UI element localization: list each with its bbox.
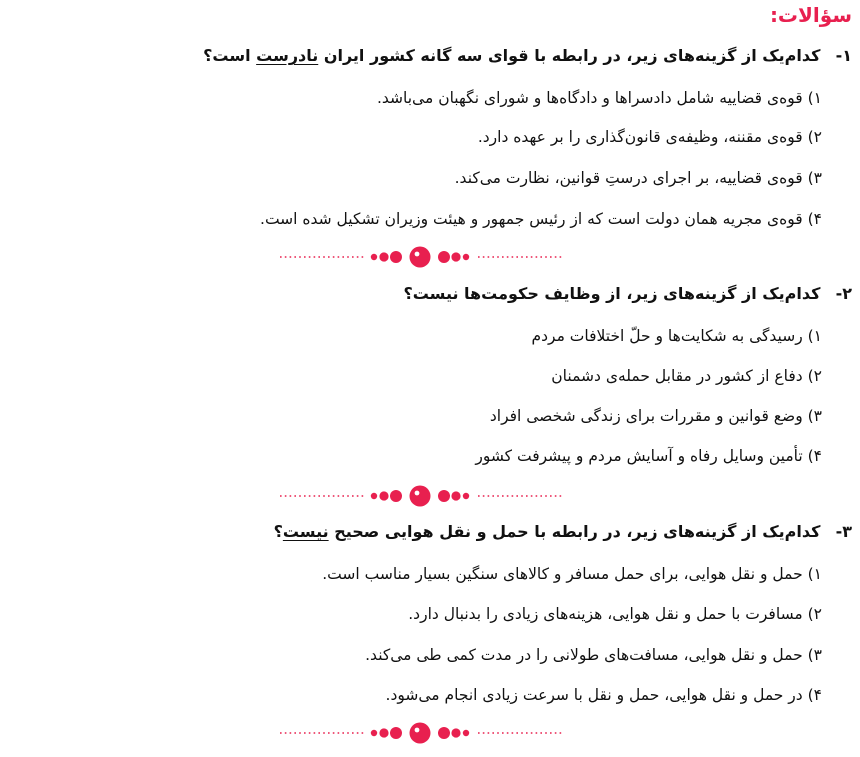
dotted-ornament-icon xyxy=(280,486,564,507)
divider-ornament-2 xyxy=(278,485,566,507)
divider-ornament-1 xyxy=(278,246,566,268)
q2-option-2[interactable]: ۲) دفاع از کشور در مقابل حمله‌ی دشمنان xyxy=(551,367,822,385)
section-heading: سؤالات: xyxy=(769,3,852,27)
question-text-end: ؟ xyxy=(273,522,283,541)
q3-option-1[interactable]: ۱) حمل و نقل هوایی، برای حمل مسافر و کالاهای سنگین بسیار مناسب است. xyxy=(322,565,822,583)
q1-option-2[interactable]: ۲) قوه‌ی مقننه، وظیفه‌ی قانون‌گذاری را بر عهده دارد. xyxy=(477,128,822,146)
question-text: کدام‌یک از گزینه‌های زیر، در رابطه با قوای سه گانه کشور ایران xyxy=(323,46,821,65)
question-2 xyxy=(403,282,852,306)
divider-ornament-3 xyxy=(278,722,566,744)
q2-option-1[interactable]: ۱) رسیدگی به شکایت‌ها و حلّ اختلافات مردم xyxy=(531,327,822,345)
question-number: ۱- xyxy=(835,46,852,65)
question-underlined-word: نادرست xyxy=(256,46,319,65)
dotted-ornament-icon xyxy=(280,247,564,268)
q1-option-4[interactable]: ۴) قوه‌ی مجریه همان دولت است که از رئیس جمهور و هیئت وزیران تشکیل شده است. xyxy=(260,210,822,228)
question-number: ۳- xyxy=(835,522,852,541)
question-text: کدام‌یک از گزینه‌های زیر، از وظایف حکومت‌ها نیست؟ xyxy=(403,284,821,303)
q3-option-3[interactable]: ۳) حمل و نقل هوایی، مسافت‌های طولانی را در مدت کمی طی می‌کند. xyxy=(365,646,822,664)
q1-option-3[interactable]: ۳) قوه‌ی قضاییه، بر اجرای درستِ قوانین، نظارت می‌کند. xyxy=(454,169,822,187)
q2-option-3[interactable]: ۳) وضع قوانین و مقررات برای زندگی شخصی افراد xyxy=(489,407,822,425)
q3-option-2[interactable]: ۲) مسافرت با حمل و نقل هوایی، هزینه‌های زیادی را بدنبال دارد. xyxy=(408,605,822,623)
q1-option-1[interactable]: ۱) قوه‌ی قضاییه شامل دادسراها و دادگاه‌ها و شورای نگهبان می‌باشد. xyxy=(376,89,822,107)
question-text: کدام‌یک از گزینه‌های زیر، در رابطه با حمل و نقل هوایی صحیح xyxy=(334,522,821,541)
question-number: ۲- xyxy=(835,284,852,303)
question-1 xyxy=(203,44,852,68)
question-3 xyxy=(274,520,852,544)
q2-option-4[interactable]: ۴) تأمین وسایل رفاه و آسایش مردم و پیشرفت کشور xyxy=(475,447,822,465)
q3-option-4[interactable]: ۴) در حمل و نقل هوایی، حمل و نقل با سرعت زیادی انجام می‌شود. xyxy=(385,686,822,704)
question-text-end: است؟ xyxy=(203,46,251,65)
dotted-ornament-icon xyxy=(280,723,564,744)
question-underlined-word: نیست xyxy=(282,522,329,541)
